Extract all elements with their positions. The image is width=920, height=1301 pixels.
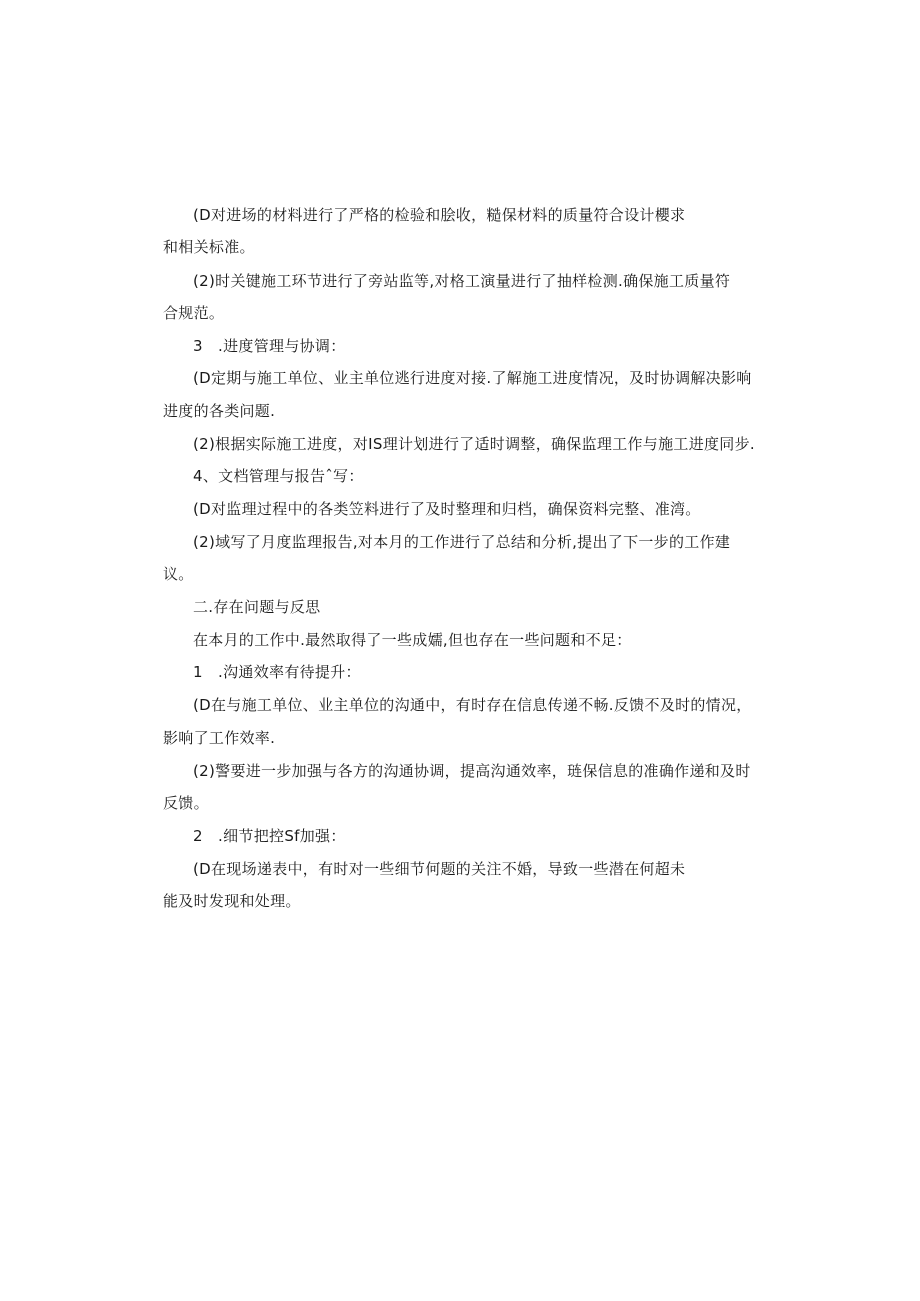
paragraph-line: (D定期与施工单位、业主单位逃行进度对接.了解施工进度情况，及时协调解决影响: [193, 369, 752, 387]
paragraph-line: (D对监理过程中的各类笠料进行了及时整理和归档，确保资料完整、准湾。: [193, 500, 701, 518]
section-heading: 4、文档管理与报告ˆ写：: [193, 467, 364, 485]
section-heading: 3 .进度管理与协调：: [193, 337, 346, 355]
section-heading: 1 .沟通效率有待提升：: [193, 663, 361, 681]
paragraph-line: 能及时发现和处理。: [163, 892, 301, 910]
section-heading: 二.存在问题与反思: [193, 598, 321, 616]
paragraph-line: (D对进场的材料进行了严格的检验和脍收，糙保材料的质量符合设计櫻求: [193, 206, 686, 224]
paragraph-line: 影响了工作效率.: [163, 729, 276, 747]
paragraph-line: (2)警要进一步加强与各方的沟通协调，提高沟通效率，琏保信息的准确作递和及时: [193, 762, 751, 780]
paragraph-line: (2)根据实际施工进度，对IS理计划进行了适时调整，确保监理工作与施工进度同步.: [193, 435, 755, 453]
paragraph-line: (D在现场递表中，有时对一些细节何题的关注不婚，导致一些潜在何超未: [193, 860, 686, 878]
paragraph-line: (D在与施工单位、业主单位的沟通中，有时存在信息传递不畅.反馈不及时的情况，: [193, 696, 752, 714]
paragraph-line: (2)时关键施工环节进行了旁站监等,对格工演量进行了抽样检测.确保施工质量符: [193, 272, 731, 290]
paragraph-line: 合规范。: [163, 304, 225, 322]
paragraph-line: (2)域写了月度监理报告,对本月的工作进行了总结和分析,提出了下一步的工作建: [193, 533, 731, 551]
paragraph-line: 进度的各类问题.: [163, 402, 276, 420]
paragraph-line: 议。: [163, 565, 194, 583]
section-heading: 2 .细节把控Sf加强：: [193, 827, 346, 845]
paragraph-line: 反馈。: [163, 794, 209, 812]
paragraph-line: 和相关标准。: [163, 238, 255, 256]
paragraph-line: 在本月的工作中.最然取得了一些成嬬,但也存在一些问题和不足：: [193, 631, 632, 649]
